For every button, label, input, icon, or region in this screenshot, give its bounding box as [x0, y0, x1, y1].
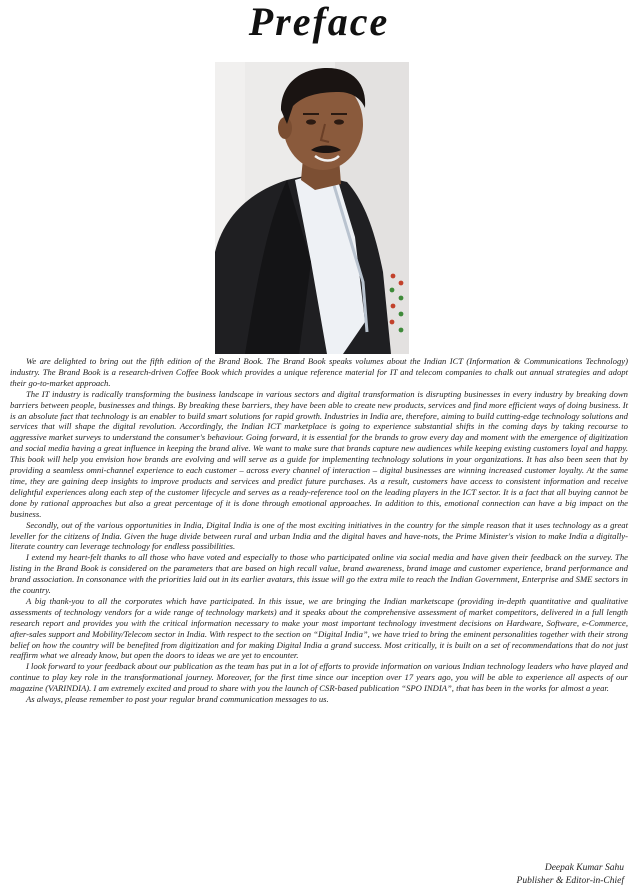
paragraph: Secondly, out of the various opportunities in India, Digital India is one of the most exciting initiatives in the country for the simple reason that it uses technology as a great leveller for the citizens of India. Given the huge divide between rural and urban India and the digital haves and have-nots, the Prime Minister's vision to make India a digitally-literate country can leverage technology for endless possibilities.: [10, 519, 628, 552]
paragraph: As always, please remember to post your regular brand communication messages to us.: [26, 694, 329, 705]
page-title: Preface: [248, 0, 390, 44]
signature-role: Publisher & Editor-in-Chief: [516, 876, 624, 886]
paragraph: I extend my heart-felt thanks to all those who have voted and especially to those who participated online via social media and have given their feedback on the survey. The listing in the Brand Book is considered on the parameters that are based on high recall value, brand awareness, brand image and customer experience, brand performance and brand association. In consonance with the priorities laid out in its earlier avatars, this issue will go the extra mile to reach the Indian Government, Enterprise and SME sectors in the country.: [10, 552, 628, 596]
portrait-photo-icon: [215, 62, 409, 354]
paragraph: I look forward to your feedback about our publication as the team has put in a lot of efforts to provide information on various Indian technology leaders who have played and continue to play key role in the transformational journey. Moreover, for the first time since our inception over 17 years ago, you will be able to experience all aspects of our magazine (VARINDIA). I am extremely excited and proud to share with you the launch of CSR-based publication “SPO INDIA”, that has been in the works for almost a year.: [10, 661, 628, 694]
preface-body: [10, 356, 628, 705]
portrait-photo: [215, 62, 409, 354]
signature-name: Deepak Kumar Sahu: [544, 863, 624, 873]
signature-block: [517, 862, 624, 888]
paragraph: The IT industry is radically transforming the business landscape in various sectors and digital transformation is disrupting businesses in every industry by breaking down barriers between people, businesses and things. By breaking these barriers, they have been able to create new products, services and find more efficient ways of doing business. It is an absolute fact that technology is an enabler to build smart solutions for rapid growth. Industries in India are, therefore, aiming to build cutting-edge technology solutions and services that will shape the digital revolution. Accordingly, the Indian ICT marketplace is going to experience substantial shifts in the coming days by taking recourse to aggressive market surveys to understand the consumer's behaviour. Going forward, it is essential for the brands to grow every day and moment with the emergence of digitization and social media having a great influence in keeping the brand alive. We want to make sure that brands capture new audiences while keeping existing customers loyal and happy. This book will help you envision how brands are evolving and will serve as a guide for implementing technology solutions in your organizations. It has also been seen that by providing a seamless omni-channel experience to each customer – across every channel of interaction – digital businesses are winning increased customer loyalty. At the same time, they are gaining deep insights to improve products and services and predict future purchases. As a result, customers have access to consistent information and receive delightful experiences along each step of the customer lifecycle and serves as a ready-reference tool on the leading players in the ICT sector. It is a fact that all buying cannot be done by rational approaches but also a great percentage of it is done through emotional approaches. In addition to this, emotional connection can have a big impact on the business.: [10, 388, 628, 519]
paragraph: A big thank-you to all the corporates which have participated. In this issue, we are bringing the Indian marketscape (providing in-depth quantitative and qualitative assessments of technology vendors for a wide range of technology markets) and it speaks about the comprehensive assessment of market competitors, delivered in a full length research report and provides you with the critical information necessary to make your most important technology investment decisions on Hardware, Software, e-Commerce, after-sales support and Mobility/Telecom sector in India. With respect to the section on “Digital India”, we have tried to bring the eminent personalities together with their strong belief on how the country will be benefited from digitization and for making Digital India a grand success. Most critically, it is built on a set of recommendations that do not just reaffirm what we already know, but open the doors to ideas we are yet to encounter.: [10, 595, 628, 661]
paragraph: We are delighted to bring out the fifth edition of the Brand Book. The Brand Book speaks volumes about the Indian ICT (Information & Communications Technology) industry. The Brand Book is a research-driven Coffee Book which provides a unique reference material for IT and telecom companies to chalk out annual strategies and adopt their go-to-market approach.: [10, 356, 628, 388]
